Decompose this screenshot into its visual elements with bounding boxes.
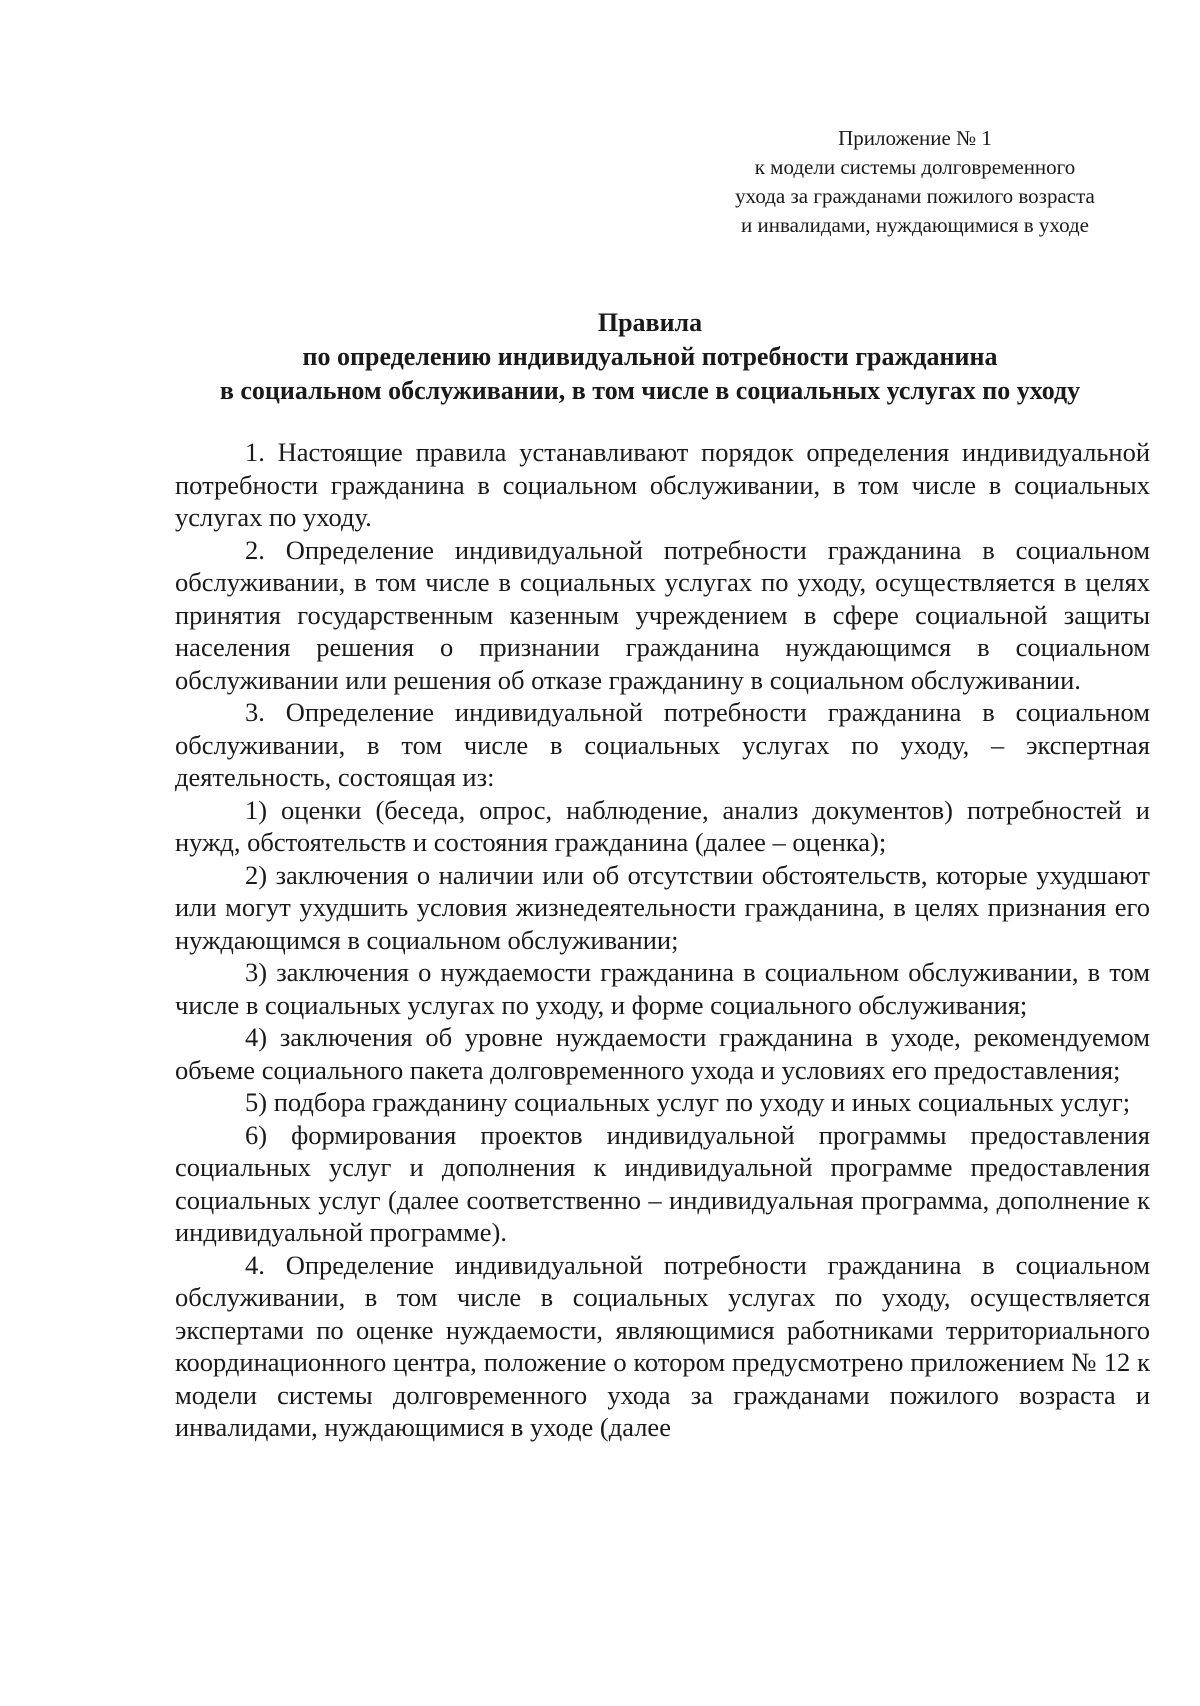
- list-item: 3) заключения о нуждаемости гражданина в социальном обслуживании, в том числе в социальных услугах по уходу, и форме социального обслуживания;: [175, 957, 1150, 1020]
- appendix-line: Приложение № 1: [838, 126, 992, 150]
- document-title: [150, 306, 1150, 408]
- title-line: в социальном обслуживании, в том числе в социальных услугах по уходу: [219, 376, 1081, 405]
- title-line: Правила: [597, 308, 703, 337]
- list-item: 6) формирования проектов индивидуальной программы предоставления социальных услуг и дополнения к индивидуальной программе предоставления социальных услуг (далее соответственно – индивидуальная программа, дополнение к индивидуальной программе).: [175, 1119, 1150, 1247]
- list-item: 2) заключения о наличии или об отсутствии обстоятельств, которые ухудшают или могут ухудшить условия жизнедеятельности гражданина, в целях признания его нуждающимся в социальном обслуживании;: [175, 859, 1150, 955]
- list-item: 1) оценки (беседа, опрос, наблюдение, анализ документов) потребностей и нужд, обстоятельств и состояния гражданина (далее – оценка);: [175, 794, 1150, 857]
- appendix-line: к модели системы долговременного: [754, 155, 1076, 179]
- title-line: по определению индивидуальной потребности гражданина: [302, 342, 998, 371]
- list-item: 4) заключения об уровне нуждаемости гражданина в уходе, рекомендуемом объеме социального пакета долговременного ухода и условиях его предоставления;: [175, 1022, 1150, 1085]
- paragraph: 1. Настоящие правила устанавливают порядок определения индивидуальной потребности гражданина в социальном обслуживании, в том числе в социальных услугах по уходу.: [175, 437, 1150, 532]
- document-body: [175, 436, 1150, 1444]
- appendix-line: и инвалидами, нуждающимися в уходе: [741, 213, 1089, 237]
- appendix-header: [700, 124, 1130, 240]
- paragraph: 4. Определение индивидуальной потребности гражданина в социальном обслуживании, в том числе в социальных услугах по уходу, осуществляется экспертами по оценке нуждаемости, являющимися работниками территориального координационного центра, положение о котором предусмотрено приложением № 12 к модели системы долговременного ухода за гражданами пожилого возраста и инвалидами, нуждающимися в уходе (далее: [175, 1249, 1150, 1442]
- list-item: 5) подбора гражданину социальных услуг по уходу и иных социальных услуг;: [245, 1087, 1131, 1117]
- paragraph: 3. Определение индивидуальной потребности гражданина в социальном обслуживании, в том числе в социальных услугах по уходу, – экспертная деятельность, состоящая из:: [175, 697, 1150, 792]
- appendix-line: ухода за гражданами пожилого возраста: [735, 184, 1095, 208]
- paragraph: 2. Определение индивидуальной потребности гражданина в социальном обслуживании, в том числе в социальных услугах по уходу, осуществляется в целях принятия государственным казенным учреждением в сфере социальной защиты населения решения о признании гражданина нуждающимся в социальном обслуживании или решения об отказе гражданину в социальном обслуживании.: [175, 534, 1150, 695]
